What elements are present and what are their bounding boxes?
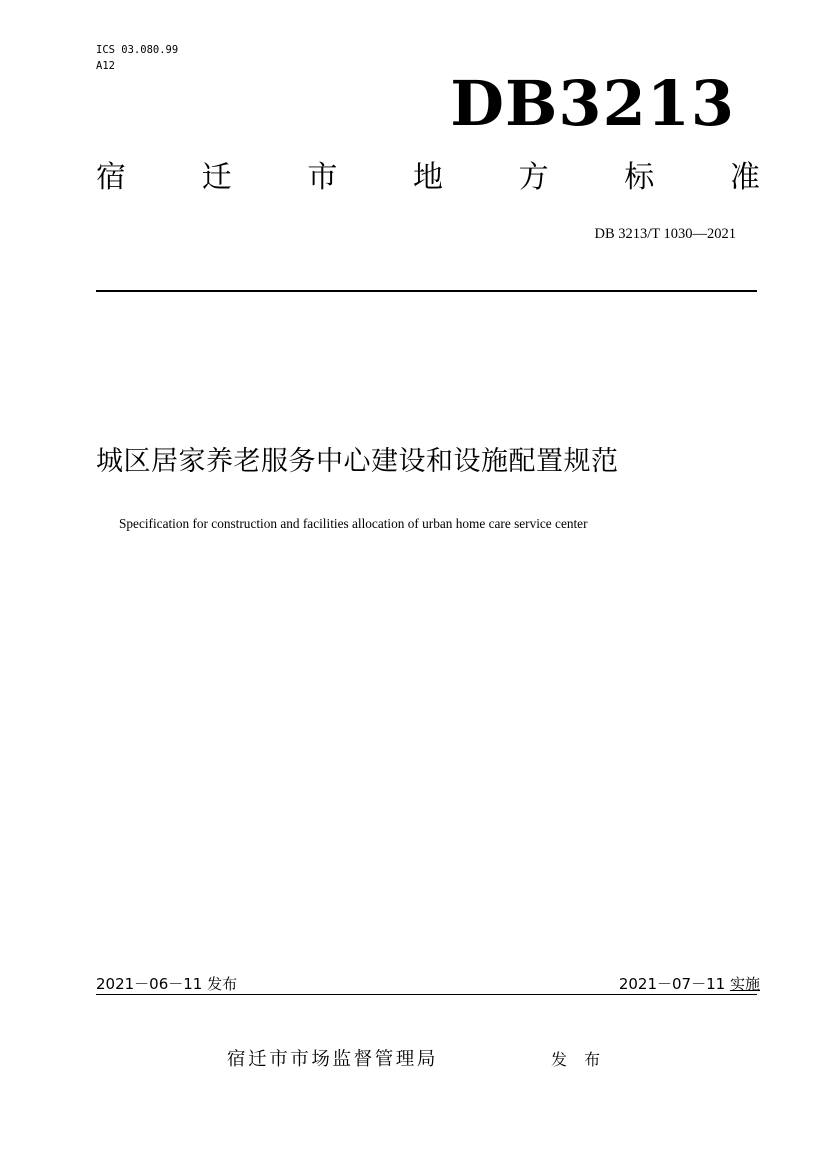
issuing-authority: 宿迁市市场监督管理局 bbox=[227, 1049, 439, 1070]
heading-char: 市 bbox=[307, 160, 338, 195]
heading-char: 方 bbox=[518, 160, 549, 195]
issue-label: 发 布 bbox=[551, 1050, 607, 1069]
heading-char: 迁 bbox=[201, 160, 232, 195]
standard-code-logo: DB3213 bbox=[450, 67, 735, 140]
publish-label: 发布 bbox=[207, 975, 238, 993]
heading-char: 标 bbox=[624, 160, 655, 195]
heading-char: 地 bbox=[412, 160, 443, 195]
ccs-code: A12 bbox=[96, 60, 115, 72]
implement-label: 实施 bbox=[729, 975, 760, 993]
heading-char: 宿 bbox=[96, 160, 126, 195]
publish-date: 2021－06－11 bbox=[96, 975, 203, 993]
heading-char: 准 bbox=[729, 160, 760, 195]
standard-number: DB 3213/T 1030—2021 bbox=[594, 226, 736, 242]
ics-code: ICS 03.080.99 bbox=[96, 44, 179, 56]
header-divider bbox=[96, 290, 757, 292]
date-row bbox=[96, 974, 760, 996]
implement-info bbox=[619, 974, 760, 994]
publish-info bbox=[96, 974, 237, 994]
document-title-chinese: 城区居家养老服务中心建设和设施配置规范 bbox=[96, 446, 619, 477]
local-standard-heading bbox=[96, 158, 760, 198]
footer-divider bbox=[96, 994, 757, 995]
document-title-english: Specification for construction and facilities allocation of urban home care service center bbox=[119, 516, 588, 531]
classification-codes bbox=[96, 42, 178, 74]
implement-date: 2021－07－11 bbox=[618, 975, 726, 993]
